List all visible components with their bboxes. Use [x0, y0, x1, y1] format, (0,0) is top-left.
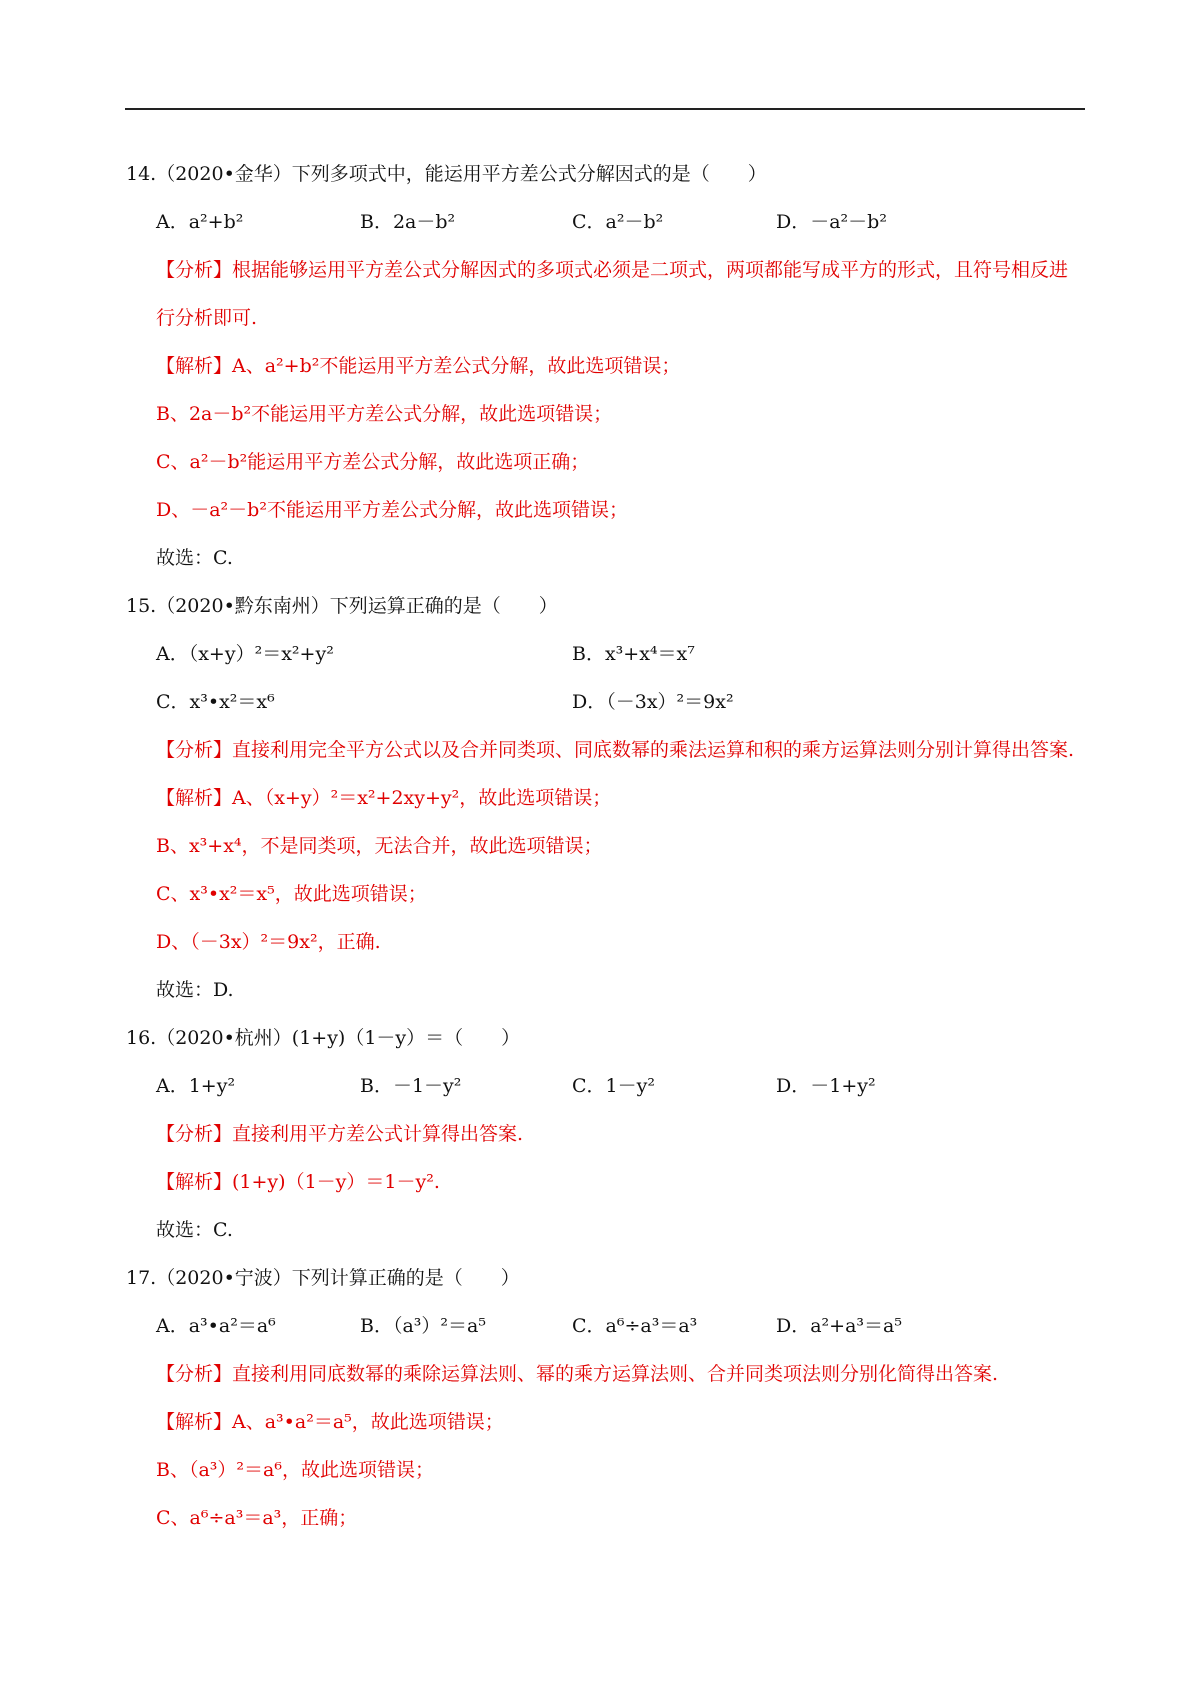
option-d: D．－a²－b² — [776, 211, 887, 233]
option-d: D．（－3x）²＝9x² — [572, 691, 734, 713]
question-15-analysis: 【分析】直接利用完全平方公式以及合并同类项、同底数幂的乘法运算和积的乘方运算法则分别计算得出答案. — [156, 739, 1075, 761]
question-16-solution-line: 【解析】(1+y)（1－y）＝1－y². — [156, 1171, 440, 1193]
question-15-solution-line: D、（－3x）²＝9x²，正确. — [156, 931, 381, 953]
question-14-answer: 故选：C. — [156, 547, 233, 569]
question-17-options — [126, 1302, 1086, 1350]
question-15-options-row2 — [126, 678, 1086, 726]
option-b: B．（a³）²＝a⁵ — [360, 1315, 486, 1337]
question-15-solution-line: B、x³+x⁴，不是同类项，无法合并，故此选项错误； — [156, 835, 603, 857]
option-a: A．（x+y）²＝x²+y² — [156, 643, 334, 665]
question-15-solution-line: C、x³•x²＝x⁵，故此选项错误； — [156, 883, 427, 905]
question-15-solution-line: 【解析】A、（x+y）²＝x²+2xy+y²，故此选项错误； — [156, 787, 612, 809]
question-14-solution-line: C、a²－b²能运用平方差公式分解，故此选项正确； — [156, 451, 590, 473]
question-16-answer: 故选：C. — [156, 1219, 233, 1241]
option-c: C．a⁶÷a³＝a³ — [572, 1315, 698, 1337]
question-14-stem: 14.（2020•金华）下列多项式中，能运用平方差公式分解因式的是（ ） — [126, 163, 767, 185]
option-b: B．－1－y² — [360, 1075, 462, 1097]
option-c: C．x³•x²＝x⁶ — [156, 691, 275, 713]
question-15-options-row1 — [126, 630, 1086, 678]
question-16-options — [126, 1062, 1086, 1110]
option-a: A．1+y² — [156, 1075, 236, 1097]
option-c: C．1－y² — [572, 1075, 655, 1097]
option-b: B．2a－b² — [360, 211, 456, 233]
question-17-stem: 17.（2020•宁波）下列计算正确的是（ ） — [126, 1267, 520, 1289]
question-14-solution-line: 【解析】A、a²+b²不能运用平方差公式分解，故此选项错误； — [156, 355, 681, 377]
option-a: A．a²+b² — [156, 211, 244, 233]
option-d: D．a²+a³＝a⁵ — [776, 1315, 902, 1337]
option-b: B．x³+x⁴＝x⁷ — [572, 643, 695, 665]
option-a: A．a³•a²＝a⁶ — [156, 1315, 276, 1337]
question-15-answer: 故选：D. — [156, 979, 234, 1001]
question-15-stem: 15.（2020•黔东南州）下列运算正确的是（ ） — [126, 595, 558, 617]
question-14-solution-line: B、2a－b²不能运用平方差公式分解，故此选项错误； — [156, 403, 613, 425]
question-14-solution-line: D、－a²－b²不能运用平方差公式分解，故此选项错误； — [156, 499, 628, 521]
option-c: C．a²－b² — [572, 211, 664, 233]
question-14-analysis: 【分析】根据能够运用平方差公式分解因式的多项式必须是二项式，两项都能写成平方的形式，且符号相反进行分析即可. — [156, 259, 1069, 329]
question-16-analysis: 【分析】直接利用平方差公式计算得出答案. — [156, 1123, 524, 1145]
question-17-analysis: 【分析】直接利用同底数幂的乘除运算法则、幂的乘方运算法则、合并同类项法则分别化简得出答案. — [156, 1363, 999, 1385]
option-d: D．－1+y² — [776, 1075, 876, 1097]
question-17-solution-line: C、a⁶÷a³＝a³，正确； — [156, 1507, 358, 1529]
question-17-solution-line: B、（a³）²＝a⁶，故此选项错误； — [156, 1459, 434, 1481]
question-17-solution-line: 【解析】A、a³•a²＝a⁵，故此选项错误； — [156, 1411, 504, 1433]
question-14-options — [126, 198, 1086, 246]
header-rule — [125, 108, 1085, 110]
document-body — [126, 150, 1086, 1542]
question-16-stem: 16.（2020•杭州）(1+y)（1－y）＝（ ） — [126, 1027, 521, 1049]
